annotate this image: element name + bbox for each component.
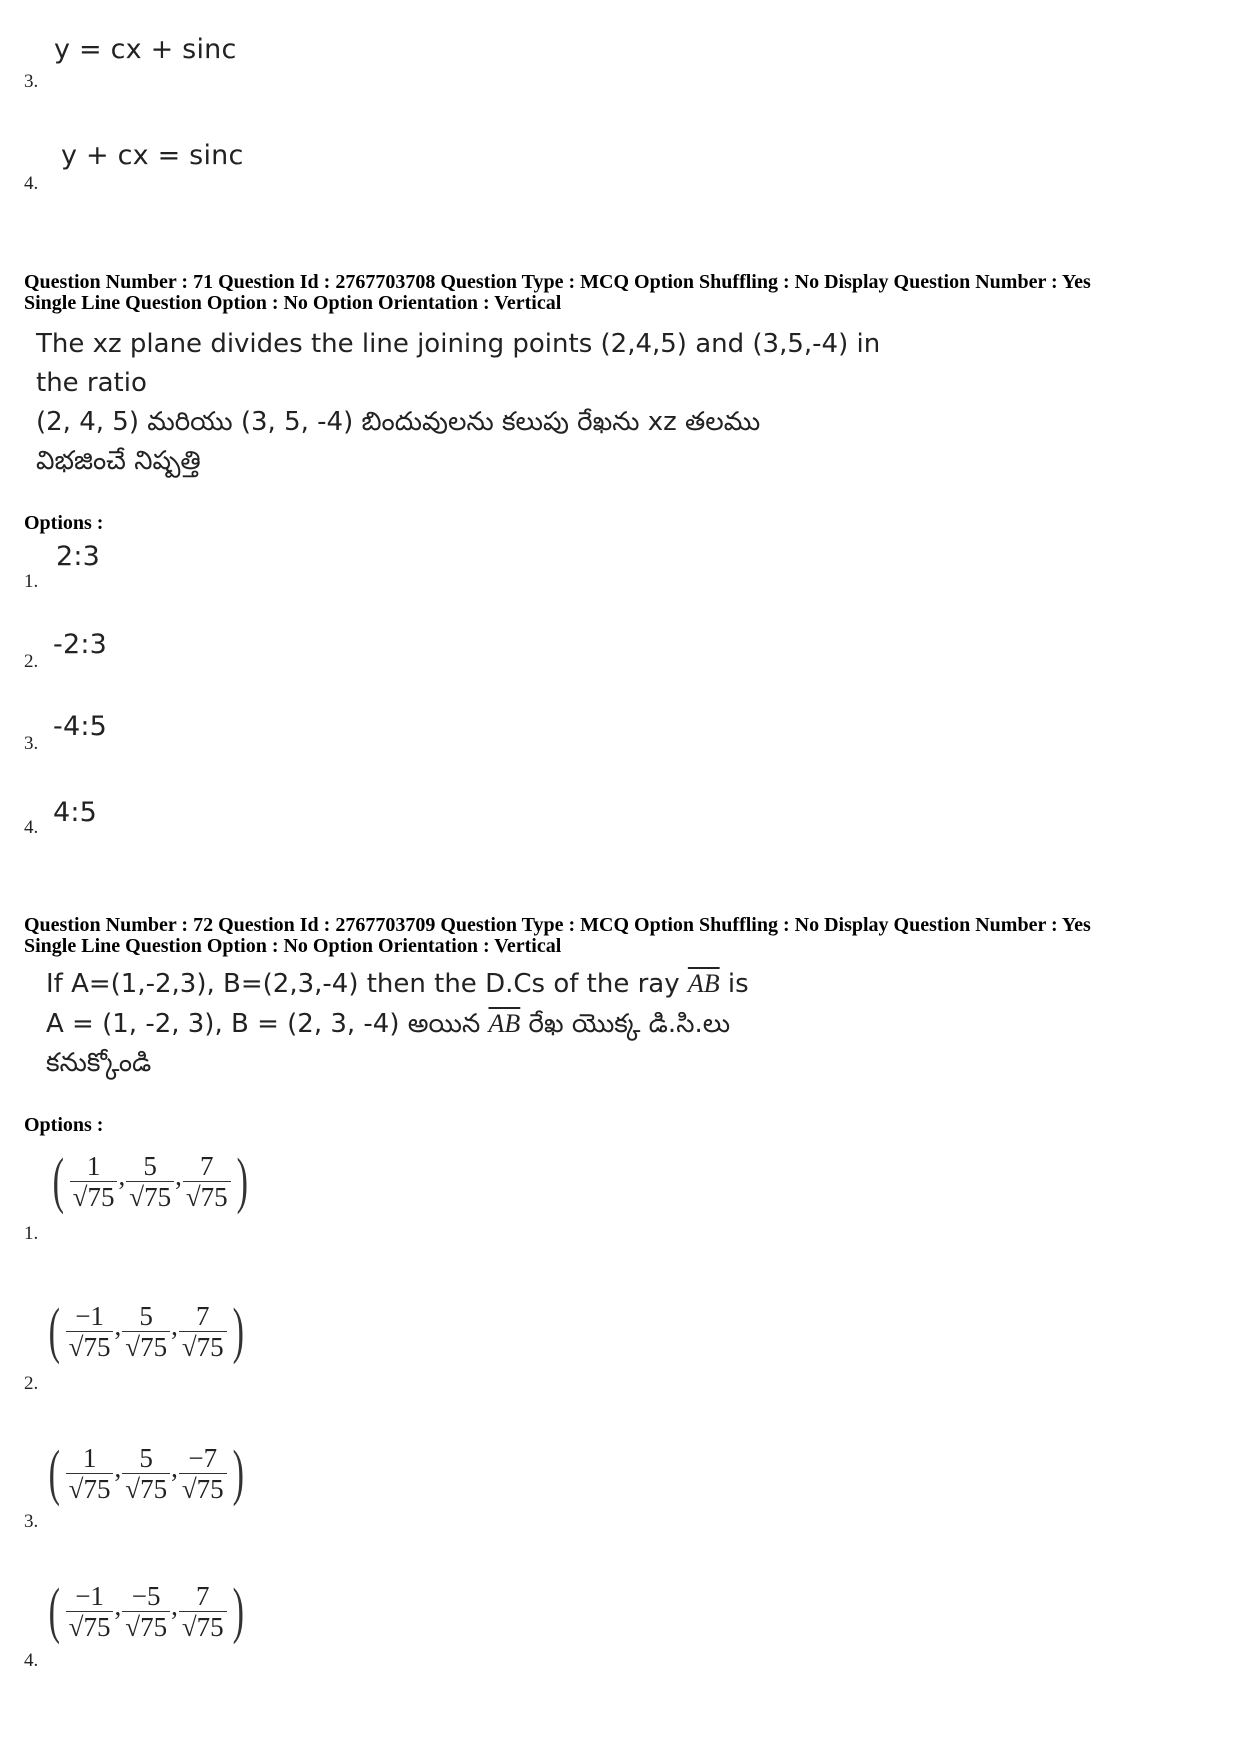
options-label: Options :	[24, 512, 104, 534]
direction-cosines-option: ( $\frac{-1}{√75}$ , $\frac{-5}{√75}$ , $\frac{7}{√75}$ )	[48, 1577, 244, 1645]
option-number: 1.	[24, 571, 39, 592]
direction-cosines-option: ( $\frac{1}{√75}$ , $\frac{5}{√75}$ , $\frac{7}{√75}$ )	[52, 1147, 248, 1215]
option-text: y = cx + sinc	[54, 34, 237, 65]
direction-cosines-option: ( $\frac{-1}{√75}$ , $\frac{5}{√75}$ , $\frac{7}{√75}$ )	[48, 1297, 244, 1365]
options-label: Options :	[24, 1114, 104, 1136]
option-text: y + cx = sinc	[61, 140, 244, 171]
option-number: 4.	[24, 173, 39, 194]
question-meta: Question Number : 71 Question Id : 2767703708 Question Type : MCQ Option Shuffling : No Display Question Number : Yes Single Line Question Option : No Option Orientation : Vertical	[24, 271, 1091, 314]
option-text: 2:3	[56, 541, 101, 572]
option-number: 4.	[24, 817, 39, 838]
option-number: 3.	[24, 71, 39, 92]
option-number: 3.	[24, 733, 39, 754]
question-text: The xz plane divides the line joining points (2,4,5) and (3,5,-4) in the ratio (2, 4, 5) మరియు (3, 5, -4) బిందువులను కలుపు రేఖను xz తలము విభజించే నిష్పత్తి	[36, 329, 881, 476]
direction-cosines-option: ( $\frac{1}{√75}$ , $\frac{5}{√75}$ , $\frac{-7}{√75}$ )	[48, 1439, 244, 1507]
option-number: 2.	[24, 651, 39, 672]
option-number: 2.	[24, 1373, 39, 1394]
option-text: -4:5	[53, 711, 107, 742]
question-meta: Question Number : 72 Question Id : 2767703709 Question Type : MCQ Option Shuffling : No Display Question Number : Yes Single Line Question Option : No Option Orientation : Vertical	[24, 914, 1091, 957]
ray-ab: $\overline{AB}$	[488, 1009, 521, 1038]
option-text: 4:5	[53, 797, 98, 828]
option-number: 3.	[24, 1511, 39, 1532]
option-number: 1.	[24, 1223, 39, 1244]
option-number: 4.	[24, 1650, 39, 1671]
question-text: If A=(1,-2,3), B=(2,3,-4) then the D.Cs of the ray $\overline{AB}$ is A = (1, -2, 3), B = (2, 3, -4) అయిన $\overline{AB}$ రేఖ యొక్క డి.సి.లు కనుక్కోండి	[46, 969, 749, 1078]
ray-ab: $\overline{AB}$	[687, 969, 720, 998]
option-text: -2:3	[53, 629, 107, 660]
